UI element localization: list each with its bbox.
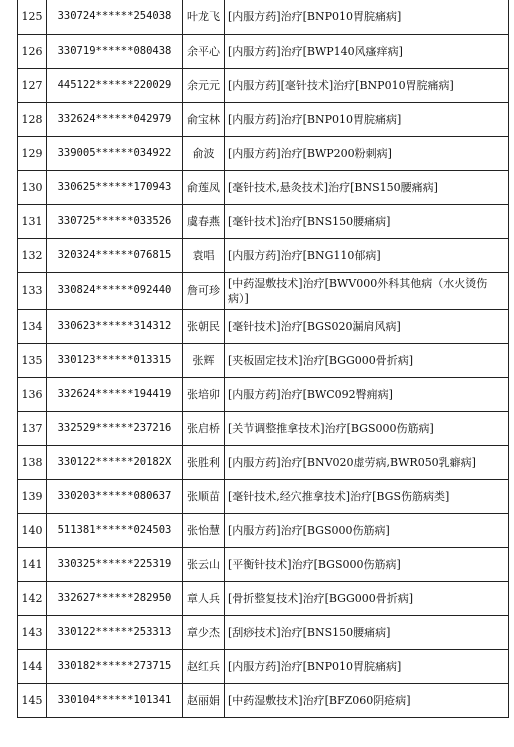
person-name: 余平心 (183, 34, 225, 68)
table-row (18, 615, 509, 649)
treatment-item: [内服方药][毫针技术]治疗[BNP010胃脘痛病] (225, 68, 509, 102)
row-number: 133 (18, 272, 47, 309)
table-row (18, 238, 509, 272)
treatment-table (17, 0, 509, 718)
row-number: 143 (18, 615, 47, 649)
person-name: 张顺苗 (183, 479, 225, 513)
id-number: 339005******034922 (47, 136, 183, 170)
table-row (18, 649, 509, 683)
treatment-item: [毫针技术,悬灸技术]治疗[BNS150腰痛病] (225, 170, 509, 204)
id-number: 332627******282950 (47, 581, 183, 615)
treatment-item: [内服方药]治疗[BNV020虚劳病,BWR050乳癖病] (225, 445, 509, 479)
id-number: 320324******076815 (47, 238, 183, 272)
row-number: 129 (18, 136, 47, 170)
id-number: 330122******253313 (47, 615, 183, 649)
row-number: 131 (18, 204, 47, 238)
table-row (18, 479, 509, 513)
table-row (18, 547, 509, 581)
person-name: 张胜利 (183, 445, 225, 479)
treatment-item: [内服方药]治疗[BNP010胃脘痛病] (225, 102, 509, 136)
row-number: 136 (18, 377, 47, 411)
table-row (18, 581, 509, 615)
table-row (18, 513, 509, 547)
id-number: 330623******314312 (47, 309, 183, 343)
person-name: 俞莲凤 (183, 170, 225, 204)
treatment-table-body (18, 0, 509, 717)
id-number: 330625******170943 (47, 170, 183, 204)
table-row (18, 309, 509, 343)
table-row (18, 377, 509, 411)
treatment-item: [毫针技术]治疗[BGS020漏肩风病] (225, 309, 509, 343)
record-sheet (17, 0, 508, 718)
treatment-item: [骨折整复技术]治疗[BGG000骨折病] (225, 581, 509, 615)
treatment-item: [平衡针技术]治疗[BGS000伤筋病] (225, 547, 509, 581)
person-name: 张启桥 (183, 411, 225, 445)
row-number: 134 (18, 309, 47, 343)
table-row (18, 136, 509, 170)
person-name: 章少杰 (183, 615, 225, 649)
row-number: 135 (18, 343, 47, 377)
row-number: 130 (18, 170, 47, 204)
table-row (18, 170, 509, 204)
row-number: 139 (18, 479, 47, 513)
person-name: 余元元 (183, 68, 225, 102)
row-number: 141 (18, 547, 47, 581)
row-number: 145 (18, 683, 47, 717)
table-row (18, 204, 509, 238)
id-number: 445122******220029 (47, 68, 183, 102)
person-name: 张培卯 (183, 377, 225, 411)
treatment-item: [内服方药]治疗[BWP140风瘙痒病] (225, 34, 509, 68)
treatment-item: [内服方药]治疗[BWP200粉刺病] (225, 136, 509, 170)
id-number: 330725******033526 (47, 204, 183, 238)
treatment-item: [内服方药]治疗[BNP010胃脘痛病] (225, 649, 509, 683)
table-row (18, 445, 509, 479)
id-number: 511381******024503 (47, 513, 183, 547)
person-name: 俞宝林 (183, 102, 225, 136)
treatment-item: [内服方药]治疗[BNP010胃脘痛病] (225, 0, 509, 34)
treatment-item: [内服方药]治疗[BGS000伤筋病] (225, 513, 509, 547)
person-name: 张朝民 (183, 309, 225, 343)
table-row (18, 68, 509, 102)
person-name: 张辉 (183, 343, 225, 377)
table-row (18, 0, 509, 34)
treatment-item: [内服方药]治疗[BNG110郁病] (225, 238, 509, 272)
treatment-item: [内服方药]治疗[BWC092臀痈病] (225, 377, 509, 411)
table-row (18, 34, 509, 68)
person-name: 赵红兵 (183, 649, 225, 683)
id-number: 330203******080637 (47, 479, 183, 513)
treatment-item: [毫针技术]治疗[BNS150腰痛病] (225, 204, 509, 238)
table-row (18, 411, 509, 445)
treatment-item: [中药湿敷技术]治疗[BFZ060阴疮病] (225, 683, 509, 717)
id-number: 330104******101341 (47, 683, 183, 717)
row-number: 140 (18, 513, 47, 547)
id-number: 330123******013315 (47, 343, 183, 377)
person-name: 赵丽娟 (183, 683, 225, 717)
person-name: 詹可珍 (183, 272, 225, 309)
treatment-item: [关节调整推拿技术]治疗[BGS000伤筋病] (225, 411, 509, 445)
row-number: 137 (18, 411, 47, 445)
row-number: 128 (18, 102, 47, 136)
id-number: 332624******194419 (47, 377, 183, 411)
table-row (18, 683, 509, 717)
row-number: 132 (18, 238, 47, 272)
row-number: 127 (18, 68, 47, 102)
table-row (18, 102, 509, 136)
table-row (18, 272, 509, 309)
row-number: 144 (18, 649, 47, 683)
id-number: 330824******092440 (47, 272, 183, 309)
row-number: 142 (18, 581, 47, 615)
row-number: 138 (18, 445, 47, 479)
treatment-item: [中药湿敷技术]治疗[BWV000外科其他病（水火烫伤病）] (225, 272, 509, 309)
person-name: 俞波 (183, 136, 225, 170)
id-number: 330724******254038 (47, 0, 183, 34)
id-number: 332529******237216 (47, 411, 183, 445)
person-name: 袁唱 (183, 238, 225, 272)
table-row (18, 343, 509, 377)
treatment-item: [毫针技术,经穴推拿技术]治疗[BGS伤筋病类] (225, 479, 509, 513)
id-number: 330182******273715 (47, 649, 183, 683)
person-name: 叶龙飞 (183, 0, 225, 34)
id-number: 332624******042979 (47, 102, 183, 136)
id-number: 330122******20182X (47, 445, 183, 479)
person-name: 章人兵 (183, 581, 225, 615)
treatment-item: [夹板固定技术]治疗[BGG000骨折病] (225, 343, 509, 377)
person-name: 虞春燕 (183, 204, 225, 238)
id-number: 330719******080438 (47, 34, 183, 68)
person-name: 张云山 (183, 547, 225, 581)
person-name: 张怡慧 (183, 513, 225, 547)
treatment-item: [刮痧技术]治疗[BNS150腰痛病] (225, 615, 509, 649)
row-number: 126 (18, 34, 47, 68)
row-number: 125 (18, 0, 47, 34)
id-number: 330325******225319 (47, 547, 183, 581)
